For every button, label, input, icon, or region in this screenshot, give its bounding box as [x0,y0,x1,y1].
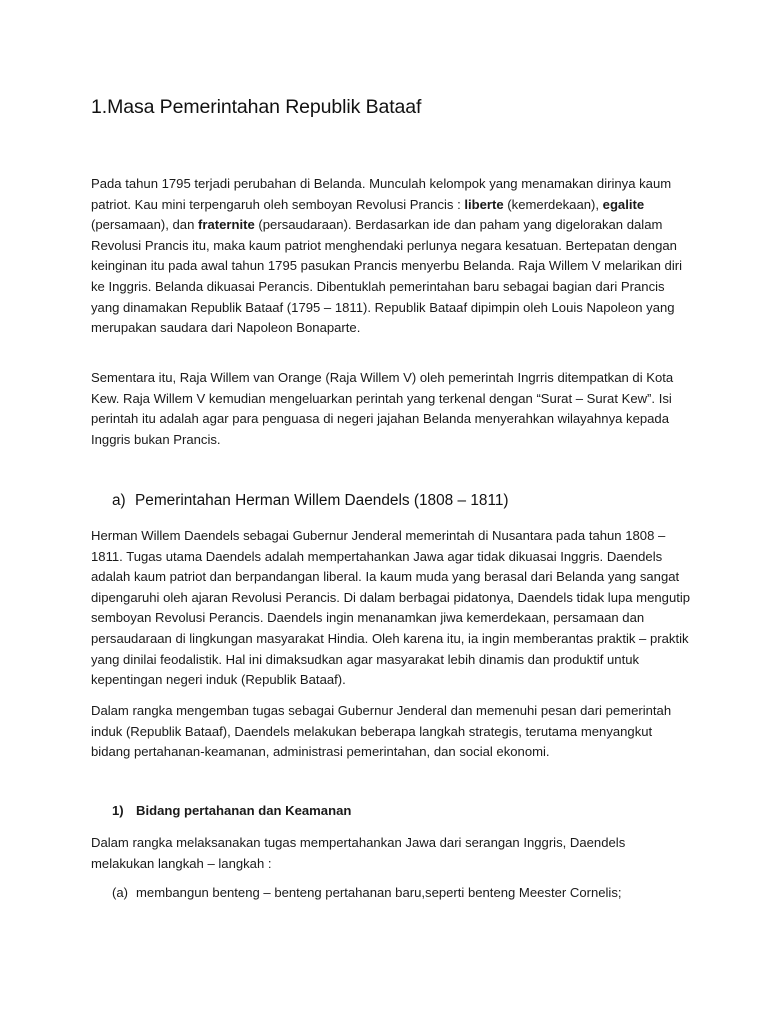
paragraph-daendels-intro: Herman Willem Daendels sebagai Gubernur Jenderal memerintah di Nusantara pada tahun 1808 – 1811. Tugas utama Daendels adalah mempertahankan Jawa agar tidak dikuasai Inggris. Daendels adalah kaum patriot dan berpandangan liberal. Ia kaum muda yang berasal dari Belanda yang sangat dipengaruhi oleh ajaran Revolusi Perancis. Di dalam berbagai pidatonya, Daendels tidak lupa mengutip semboyan Revolusi Perancis. Daendels ingin menanamkan jiwa kemerdekaan, persamaan dan persaudaraan di lingkungan masyarakat Hindia. Oleh karena itu, ia ingin memberantas praktik – praktik yang dinilai feodalistik. Hal ini dimaksudkan agar masyarakat lebih dinamis dan produktif untuk kepentingan negeri induk (Republik Bataaf). [91,528,691,688]
subsection-heading-text: Pemerintahan Herman Willem Daendels (1808 – 1811) [135,492,509,509]
paragraph-langkah: Dalam rangka melaksanakan tugas mempertahankan Jawa dari serangan Inggris, Daendels melakukan langkah – langkah : [91,835,626,871]
paragraph-text: (persaudaraan). Berdasarkan ide dan paham yang digelorakan dalam Revolusi Prancis itu, maka kaum patriot menghendaki perlunya negara kesatuan. Bertepatan dengan keinginan itu pada awal tahun 1795 pasukan Prancis menyerbu Belanda. Raja Willem V melarikan diri ke Inggris. Belanda dikuasai Perancis. Dibentuklah pemerintahan baru sebagai bagian dari Prancis yang dinamakan Republik Bataaf (1795 – 1811). Republik Bataaf dipimpin oleh Louis Napoleon yang merupakan saudara dari Napoleon Bonaparte. [91,217,683,336]
list-item-text: membangun benteng – benteng pertahanan baru,seperti benteng Meester Cornelis; [136,885,622,900]
bold-term-liberte: liberte [464,196,504,212]
paragraph-text: Pada tahun 1795 terjadi perubahan di Belanda. Munculah kelompok yang menamakan dirinya kaum patriot. Kau mini terpengaruh oleh semboyan Revolusi Prancis : [91,176,672,212]
bold-term-egalite: egalite [602,196,645,212]
section-title: 1.Masa Pemerintahan Republik Bataaf [91,96,422,118]
paragraph-text: (persamaan), dan [91,217,198,233]
paragraph-willem-kew: Sementara itu, Raja Willem van Orange (Raja Willem V) oleh pemerintah Ingrris ditempatkan di Kota Kew. Raja Willem V kemudian mengeluarkan perintah yang terkenal dengan “Surat – Surat Kew”. Isi perintah itu adalah agar para penguasa di negeri jajahan Belanda menyerahkan wilayahnya kepada Inggris bukan Prancis. [91,370,674,447]
list-marker: a) [112,492,126,509]
list-item-benteng [112,885,622,900]
subheading-text: Bidang pertahanan dan Keamanan [136,803,352,818]
paragraph-text: (kemerdekaan), [503,196,603,212]
paragraph-daendels-steps: Dalam rangka mengemban tugas sebagai Gubernur Jenderal dan memenuhi pesan dari pemerintah induk (Republik Bataaf), Daendels melakukan beberapa langkah strategis, terutama menyangkut bidang pertahanan-keamanan, administrasi pemerintahan, dan social ekonomi. [91,703,672,760]
list-marker: (a) [112,885,129,900]
bold-term-fraternite: fraternite [198,217,255,233]
subsection-heading-daendels [112,492,509,510]
list-marker: 1) [112,803,124,818]
subheading-pertahanan [112,803,351,818]
paragraph-republik-bataaf [91,174,691,339]
